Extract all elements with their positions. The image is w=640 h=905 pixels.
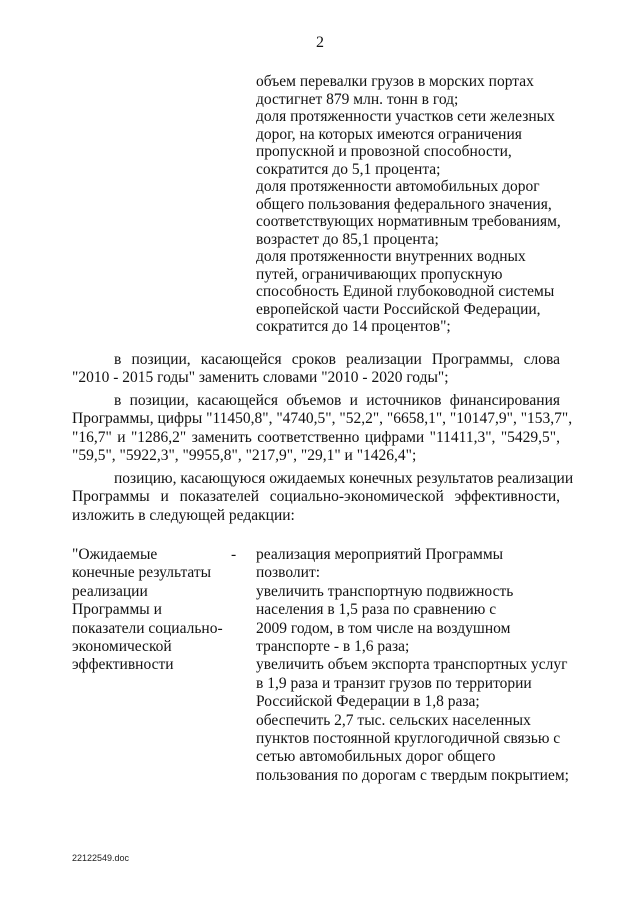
paragraph-results <box>72 470 574 525</box>
quote-block <box>256 73 586 336</box>
quote-line: доля протяженности участков сети железных <box>256 108 555 125</box>
table-right-line: Российской Федерации в 1,8 раза; <box>256 693 480 711</box>
quote-line: сократится до 5,1 процента; <box>256 160 441 178</box>
table-right-column <box>256 546 586 785</box>
table-dash: - <box>231 546 237 563</box>
paragraph-line: "2010 - 2015 годы" заменить словами "2010 - 2020 годы"; <box>72 369 449 387</box>
file-name-footer: 22122549.doc <box>72 853 130 863</box>
table-right-line: транспорте - в 1,6 раза; <box>256 638 410 656</box>
table-right-line: увеличить объем экспорта транспортных услуг <box>256 656 568 674</box>
quote-line: доля протяженности внутренних водных <box>256 248 526 265</box>
paragraph-line: Программы, цифры "11450,8", "4740,5", "52,2", "6658,1", "10147,9", "153,7", <box>72 410 573 428</box>
quote-line: возрастет до 85,1 процента; <box>256 230 439 248</box>
table-right-line: позволит: <box>256 564 321 582</box>
paragraph-line: изложить в следующей редакции: <box>72 506 295 524</box>
quote-line: европейской части Российской Федерации, <box>256 300 541 318</box>
quote-line: общего пользования федерального значения, <box>256 195 552 213</box>
paragraph-line: "59,5", "5922,3", "9955,8", "217,9", "29,1" и "1426,4"; <box>72 447 417 465</box>
quote-line: доля протяженности автомобильных дорог <box>256 178 540 195</box>
table-left-line: эффективности <box>72 656 174 674</box>
quote-line: путей, ограничивающих пропускную <box>256 265 503 283</box>
quote-line: соответствующих нормативным требованиям, <box>256 213 561 230</box>
quote-line: пропускной и провозной способности, <box>256 143 512 160</box>
paragraph-line: в позиции, касающейся объемов и источников финансирования <box>114 392 560 409</box>
table-left-line: реализации <box>72 582 148 600</box>
table-right-line: в 1,9 раза и транзит грузов по территории <box>256 674 532 692</box>
paragraph-line: в позиции, касающейся сроков реализации Программы, слова <box>114 351 560 368</box>
quote-line: сократится до 14 процентов"; <box>256 318 451 335</box>
table-left-line: экономической <box>72 638 172 656</box>
paragraph-timeline <box>72 351 560 388</box>
table-right-line: населения в 1,5 раза по сравнению с <box>256 601 497 619</box>
table-left-line: показатели социально- <box>72 619 223 637</box>
page-number: 2 <box>316 34 324 51</box>
table-left-line: Программы и <box>72 601 162 619</box>
table-right-line: обеспечить 2,7 тыс. сельских населенных <box>256 711 531 729</box>
quote-line: объем перевалки грузов в морских портах <box>256 73 534 90</box>
paragraph-line: позицию, касающуюся ожидаемых конечных результатов реализации <box>114 470 574 487</box>
quote-line: достигнет 879 млн. тонн в год; <box>256 90 459 108</box>
quote-line: дорог, на которых имеются ограничения <box>256 125 522 143</box>
table-right-line: пользования по дорогам с твердым покрытием; <box>256 766 569 784</box>
paragraph-line: "16,7" и "1286,2" заменить соответственно цифрами "11411,3", "5429,5", <box>72 428 560 446</box>
table-right-line: сетью автомобильных дорог общего <box>256 748 496 766</box>
table-left-line: "Ожидаемые <box>72 546 158 563</box>
table-right-line: пунктов постоянной круглогодичной связью с <box>256 730 561 748</box>
quote-line: способность Единой глубоководной системы <box>256 283 555 300</box>
table-right-line: реализация мероприятий Программы <box>256 546 504 563</box>
paragraph-financing <box>72 392 573 466</box>
table-left-column <box>72 546 232 675</box>
table-left-line: конечные результаты <box>72 564 212 582</box>
paragraph-line: Программы и показателей социально-экономической эффективности, <box>72 488 560 506</box>
table-right-line: 2009 годом, в том числе на воздушном <box>256 619 511 637</box>
table-right-line: увеличить транспортную подвижность <box>256 582 514 600</box>
